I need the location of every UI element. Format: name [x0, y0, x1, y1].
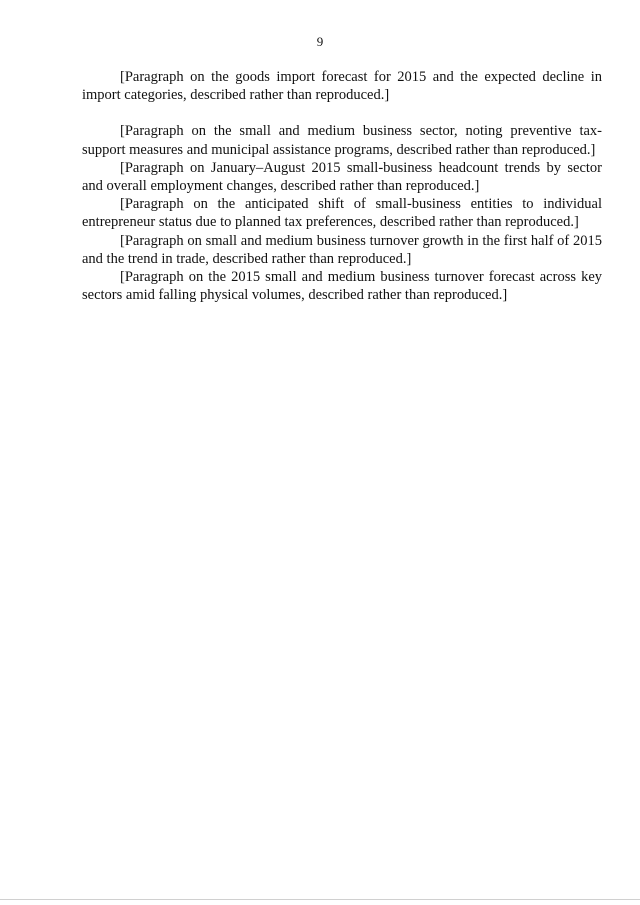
paragraph-entrepreneur-transition: [Paragraph on the anticipated shift of small-business entities to individual entrepreneur status due to planned tax preferences, described rather than reproduced.] [82, 196, 602, 231]
paragraph-turnover-growth: [Paragraph on small and medium business turnover growth in the first half of 2015 and the trend in trade, described rather than reproduced.] [82, 232, 602, 267]
page-bottom-edge [0, 899, 640, 900]
paragraph-imports: [Paragraph on the goods import forecast for 2015 and the expected decline in import categories, described rather than reproduced.] [82, 69, 602, 104]
paragraph-headcount-decline: [Paragraph on January–August 2015 small-business headcount trends by sector and overall employment changes, described rather than reproduced.] [82, 159, 602, 195]
page-number: 9 [316, 34, 324, 49]
paragraph-small-business-sector: [Paragraph on the small and medium business sector, noting preventive tax-support measures and municipal assistance programs, described rather than reproduced.] [82, 123, 602, 158]
paragraph-turnover-forecast: [Paragraph on the 2015 small and medium business turnover forecast across key sectors amid falling physical volumes, described rather than reproduced.] [82, 269, 602, 304]
document-body [82, 68, 602, 304]
